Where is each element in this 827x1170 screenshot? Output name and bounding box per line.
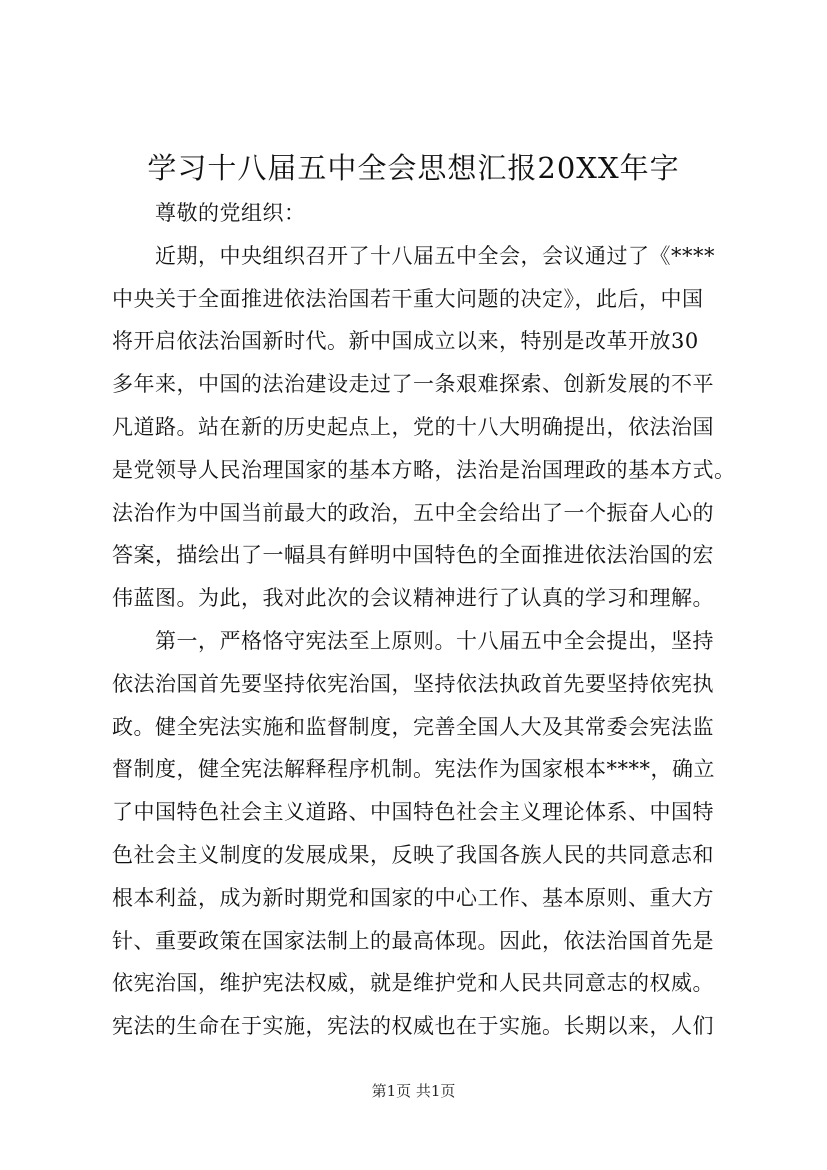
paragraph-line: 第一，严格恪守宪法至上原则。十八届五中全会提出，坚持 [155,629,714,653]
paragraph-line: 近期，中央组织召开了十八届五中全会，会议通过了《**** [155,244,715,268]
salutation: 尊敬的党组织： [155,201,306,225]
paragraph-line: 法治作为中国当前最大的政治，五中全会给出了一个振奋人心的 [112,501,714,525]
paragraph-line: 是党领导人民治理国家的基本方略，法治是治国理政的基本方式。 [112,458,736,482]
paragraph-line: 督制度，健全宪法解释程序机制。宪法作为国家根本****，确立 [112,757,715,781]
paragraph-line: 政。健全宪法实施和监督制度，完善全国人大及其常委会宪法监 [112,715,714,739]
paragraph-line: 针、重要政策在国家法制上的最高体现。因此，依法治国首先是 [112,929,714,953]
paragraph-line: 了中国特色社会主义道路、中国特色社会主义理论体系、中国特 [112,800,714,824]
paragraph-line: 依宪治国，维护宪法权威，就是维护党和人民共同意志的权威。 [112,971,714,995]
paragraph-line: 依法治国首先要坚持依宪治国，坚持依法执政首先要坚持依宪执 [112,672,714,696]
paragraph-line: 答案，描绘出了一幅具有鲜明中国特色的全面推进依法治国的宏 [112,543,714,567]
paragraph-line: 将开启依法治国新时代。新中国成立以来，特别是改革开放30 [112,329,699,353]
paragraph-line: 中央关于全面推进依法治国若干重大问题的决定》，此后，中国 [112,287,704,311]
paragraph-line: 宪法的生命在于实施，宪法的权威也在于实施。长期以来，人们 [112,1014,714,1038]
paragraph-line: 色社会主义制度的发展成果，反映了我国各族人民的共同意志和 [112,843,714,867]
paragraph-line: 根本利益，成为新时期党和国家的中心工作、基本原则、重大方 [112,886,714,910]
paragraph-line: 伟蓝图。为此，我对此次的会议精神进行了认真的学习和理解。 [112,586,714,610]
document-title: 学习十八届五中全会思想汇报20XX年字 [147,151,680,185]
paragraph-line: 多年来，中国的法治建设走过了一条艰难探索、创新发展的不平 [112,372,714,396]
paragraph-line: 凡道路。站在新的历史起点上，党的十八大明确提出，依法治国 [112,415,714,439]
page-number-footer: 第1页 共1页 [371,1082,456,1100]
